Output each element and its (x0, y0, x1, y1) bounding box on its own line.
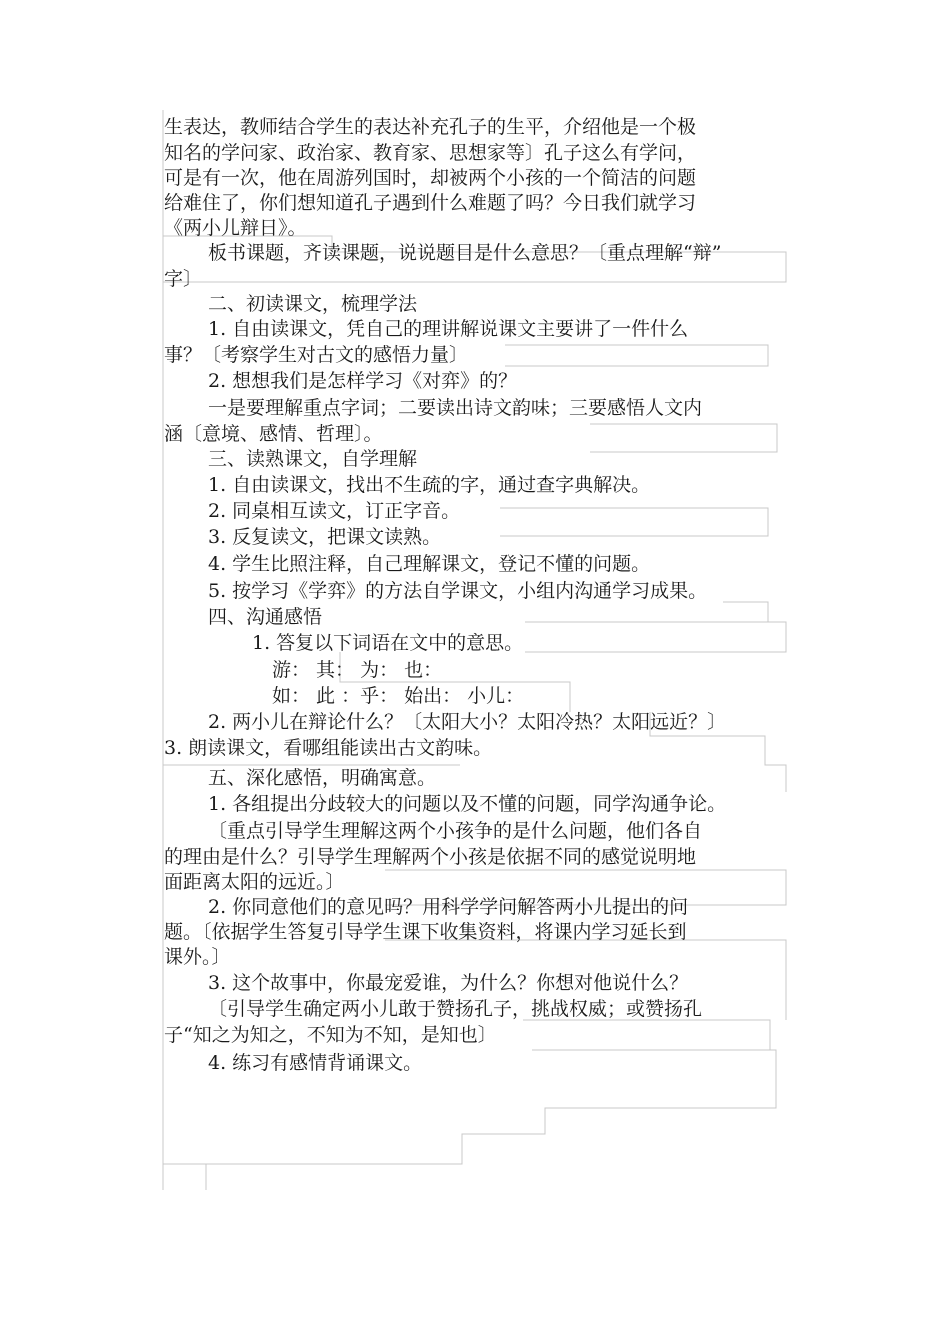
text-line-18: 4. 学生比照注释，自己理解课文，登记不懂的问题。 (208, 553, 651, 575)
text-line-21: 1. 答复以下词语在文中的意思。 (252, 632, 524, 654)
text-line-34: 3. 这个故事中，你最宠爱谁，为什么？你想对他说什么？ (208, 972, 689, 994)
text-line-27: 1. 各组提出分歧较大的问题以及不懂的问题，同学沟通争论。 (208, 793, 727, 815)
text-line-12: 一是要理解重点字词；二要读出诗文韵味；三要感悟人文内 (208, 397, 703, 419)
text-line-11: 2. 想想我们是怎样学习《对弈》的？ (208, 370, 518, 392)
text-line-32: 题。〔依据学生答复引导学生课下收集资料，将课内学习延长到 (164, 921, 687, 943)
text-line-25: 3. 朗读课文，看哪组能读出古文韵味。 (164, 737, 493, 759)
text-line-17: 3. 反复读文，把课文读熟。 (208, 526, 442, 548)
text-line-4: 给难住了，你们想知道孔子遇到什么难题了吗？今日我们就学习 (164, 192, 697, 214)
text-line-36: 子“知之为知之，不知为不知，是知也〕 (164, 1024, 497, 1046)
text-line-30: 面距离太阳的远近。〕 (164, 871, 345, 893)
text-line-24: 2. 两小儿在辩论什么？〔太阳大小？太阳冷热？太阳远近？〕 (208, 711, 727, 733)
text-line-29: 的理由是什么？引导学生理解两个小孩是依据不同的感觉说明地 (164, 846, 697, 868)
text-line-28: 〔重点引导学生理解这两个小孩争的是什么问题，他们各自 (208, 820, 703, 842)
section-heading-4: 四、沟通感悟 (208, 606, 323, 628)
text-line-37: 4. 练习有感情背诵课文。 (208, 1052, 423, 1074)
text-line-15: 1. 自由读课文，找出不生疏的字，通过查字典解决。 (208, 474, 651, 496)
text-line-13: 涵〔意境、感情、哲理〕。 (164, 423, 383, 445)
text-line-7: 字〕 (164, 268, 203, 290)
vocab-row-1: 游： 其： 为： 也： (272, 659, 443, 681)
text-line-6: 板书课题，齐读课题，说说题目是什么意思？〔重点理解“辩” (208, 242, 722, 264)
text-line-33: 课外。〕 (164, 946, 231, 968)
section-heading-5: 五、深化感悟，明确寓意。 (208, 767, 437, 789)
text-line-9: 1. 自由读课文，凭自己的理讲解说课文主要讲了一件什么 (208, 318, 689, 340)
text-line-19: 5. 按学习《学弈》的方法自学课文，小组内沟通学习成果。 (208, 580, 708, 602)
text-line-5: 《两小儿辩日》。 (164, 217, 307, 239)
section-heading-2: 二、初读课文，梳理学法 (208, 293, 418, 315)
text-line-3: 可是有一次，他在周游列国时，却被两个小孩的一个简洁的问题 (164, 167, 697, 189)
text-line-16: 2. 同桌相互读文，订正字音。 (208, 500, 461, 522)
section-heading-3: 三、读熟课文，自学理解 (208, 448, 418, 470)
text-line-1: 生表达，教师结合学生的表达补充孔子的生平，介绍他是一个极 (164, 116, 697, 138)
text-line-2: 知名的学问家、政治家、教育家、思想家等〕孔子这么有学问， (164, 142, 697, 164)
vocab-row-2: 如： 此 ：乎： 始出： 小儿： (272, 685, 525, 707)
text-line-31: 2. 你同意他们的意见吗？用科学学问解答两小儿提出的问 (208, 896, 689, 918)
text-line-10: 事？〔考察学生对古文的感悟力量〕 (164, 344, 469, 366)
text-line-35: 〔引导学生确定两小儿敢于赞扬孔子，挑战权威；或赞扬孔 (208, 998, 703, 1020)
